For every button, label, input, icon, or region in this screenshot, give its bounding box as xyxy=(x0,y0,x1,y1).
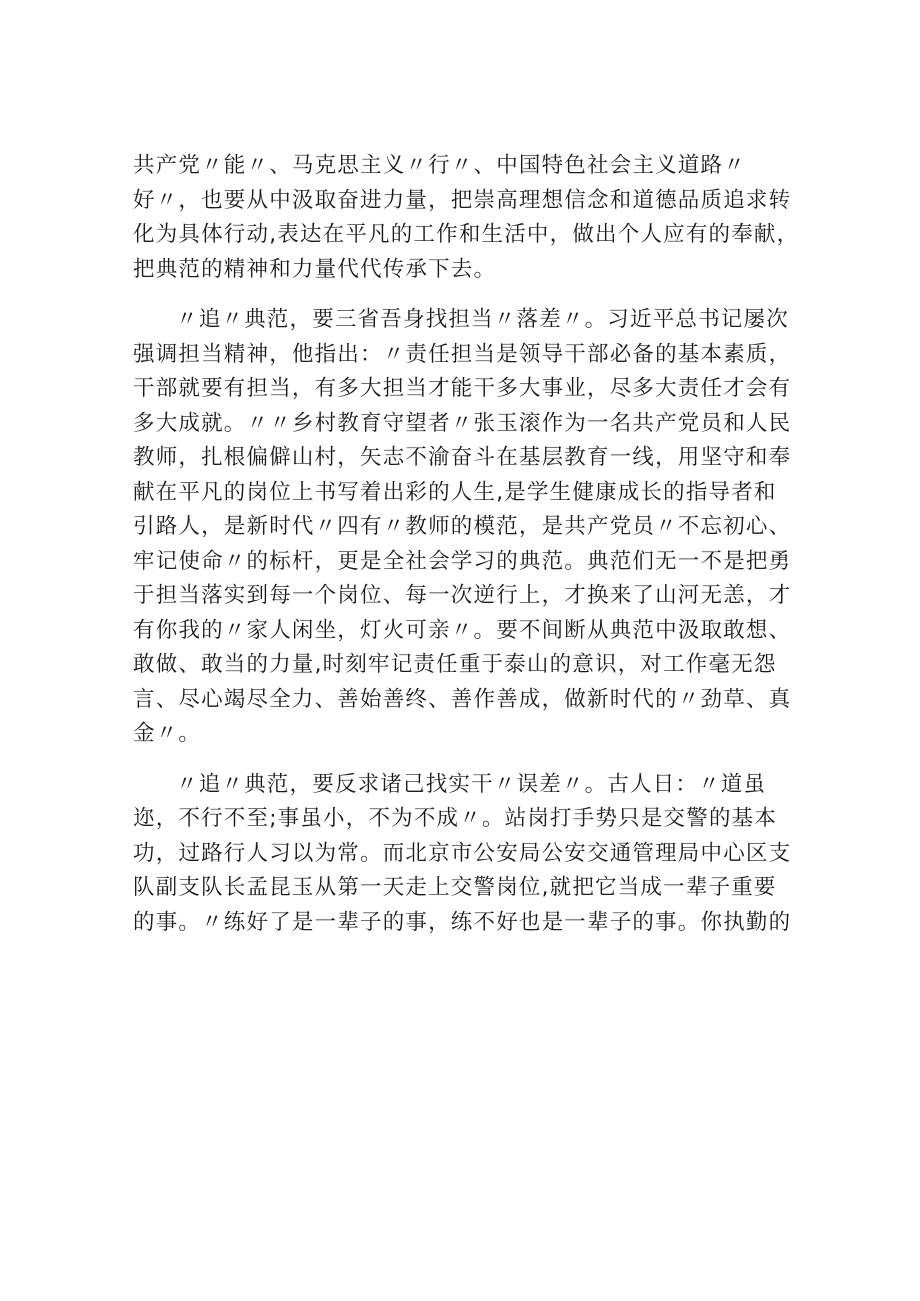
text-line: 引路人，是新时代〃四有〃教师的模范，是共产党员〃不忘初心、 xyxy=(133,514,792,539)
text-line: 有你我的〃家人闲坐，灯火可亲〃。要不间断从典范中汲取敢想、 xyxy=(133,617,792,643)
text-line: 把典范的精神和力量代代传承下去。 xyxy=(133,256,497,282)
paragraph-3 xyxy=(133,768,800,941)
paragraph-2 xyxy=(133,303,800,752)
text-line: 教师，扎根偏僻山村，矢志不渝奋斗在基层教育一线，用坚守和奉 xyxy=(133,445,792,470)
text-line: 迩，不行不至;事虽小，不为不成〃。站岗打手势只是交警的基本 xyxy=(133,806,778,831)
paragraph-1 xyxy=(133,149,800,287)
text-line: 队副支队长孟昆玉从第一天走上交警岗位,就把它当成一辈子重要 xyxy=(133,875,777,900)
text-line: 化为具体行动,表达在平凡的工作和生活中，做出个人应有的奉献， xyxy=(133,222,800,247)
text-line: 多大成就。〃〃乡村教育守望者〃张玉滚作为一名共产党员和人民 xyxy=(133,410,792,436)
text-line: 〃追〃典范，要三省吾身找担当〃落差〃。习近平总书记屡次 xyxy=(176,307,789,332)
text-line: 牢记使命〃的标杆，更是全社会学习的典范。典范们无一不是把勇 xyxy=(133,548,792,574)
text-line: 干部就要有担当，有多大担当才能干多大事业，尽多大责任才会有 xyxy=(133,376,792,401)
text-line: 献在平凡的岗位上书写着出彩的人生,是学生健康成长的指导者和 xyxy=(133,479,777,505)
text-line: 功，过路行人习以为常。而北京市公安局公安交通管理局中心区支 xyxy=(133,840,792,866)
text-line: 言、尽心竭尽全力、善始善终、善作善成，做新时代的〃劲草、真 xyxy=(133,686,792,712)
text-line: 好〃，也要从中汲取奋进力量，把崇高理想信念和道德品质追求转 xyxy=(133,187,792,213)
document-body xyxy=(133,149,800,940)
text-line: 共产党〃能〃、马克思主义〃行〃、中国特色社会主义道路〃 xyxy=(133,153,746,178)
text-line: 敢做、敢当的力量,时刻牢记责任重于泰山的意识，对工作毫无怨 xyxy=(133,652,777,677)
text-line: 于担当落实到每一个岗位、每一次逆行上，才换来了山河无恙，才 xyxy=(133,583,792,608)
text-line: 的事。〃练好了是一辈子的事，练不好也是一辈子的事。你执勤的 xyxy=(133,909,792,935)
text-line: 金〃。 xyxy=(133,721,202,746)
text-line: 强调担当精神，他指出：〃责任担当是领导干部必备的基本素质， xyxy=(133,341,792,367)
text-line: 〃追〃典范，要反求诸己找实干〃误差〃。古人日：〃道虽 xyxy=(176,771,767,797)
